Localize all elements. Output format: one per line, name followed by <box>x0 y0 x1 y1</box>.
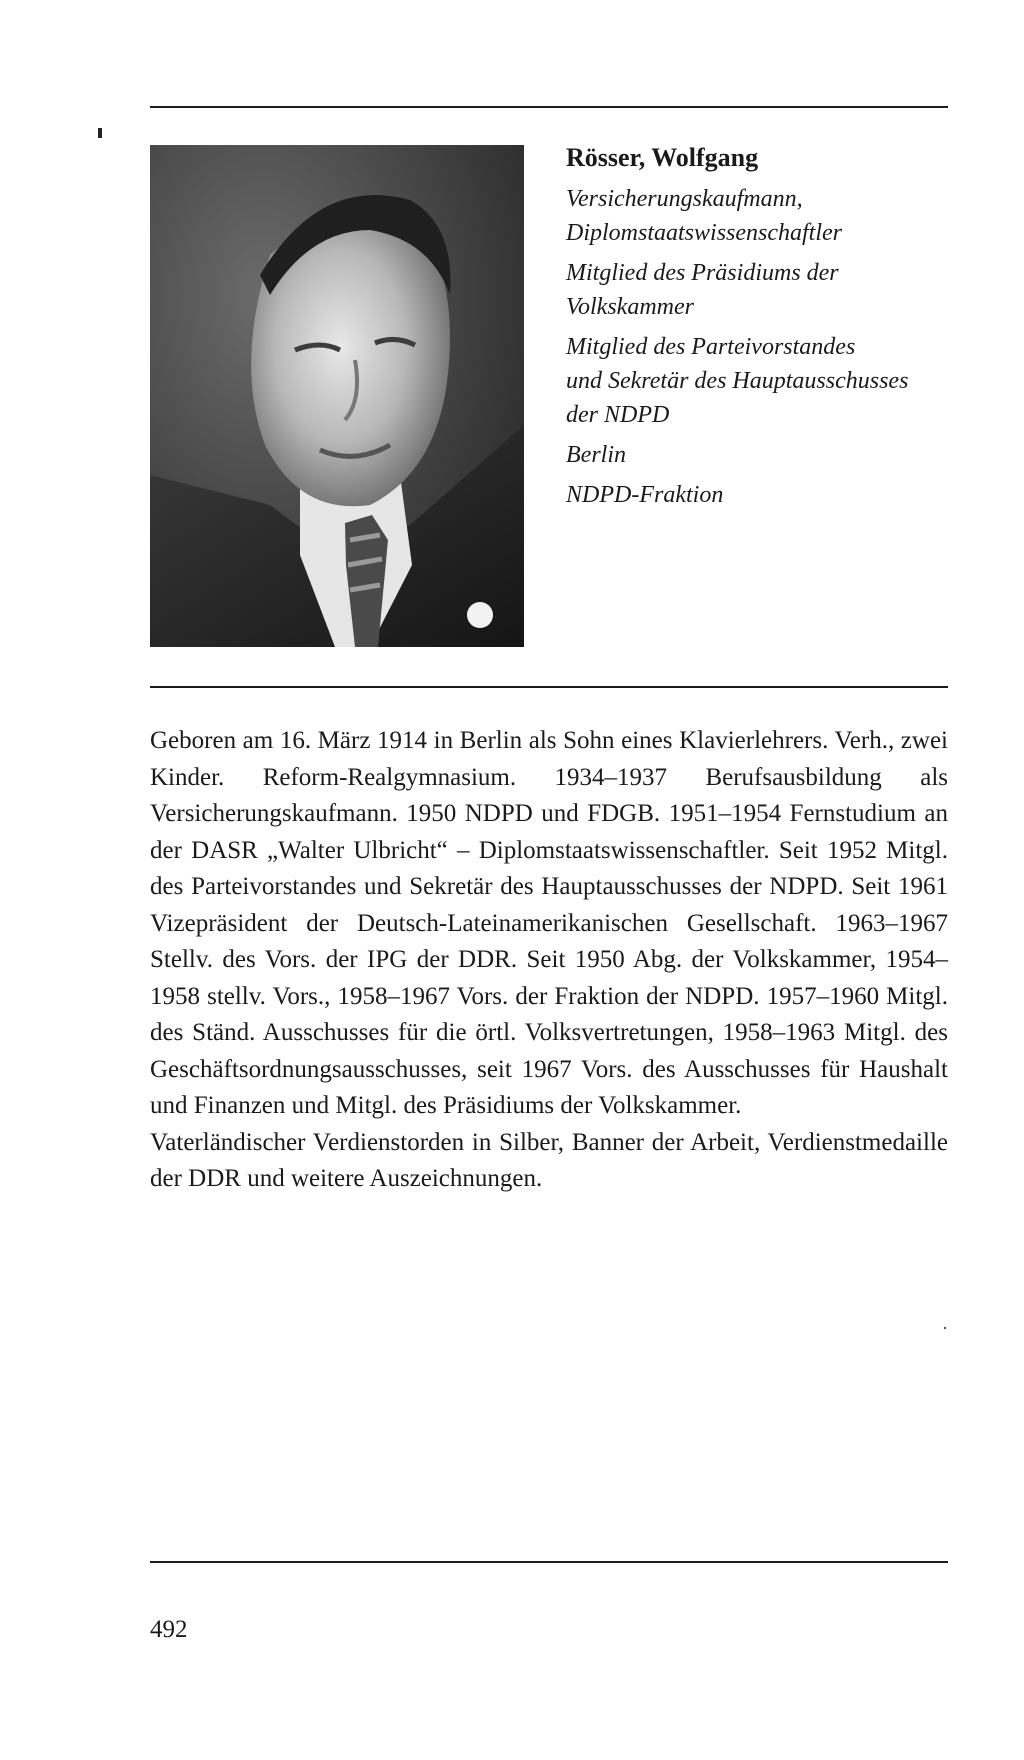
role-party <box>566 330 956 432</box>
middle-rule <box>150 686 948 688</box>
role-city <box>566 438 956 472</box>
role-line: NDPD-Fraktion <box>566 482 724 508</box>
top-rule <box>150 106 948 108</box>
stray-dot <box>944 1327 946 1329</box>
entry-header <box>566 140 956 518</box>
person-name: Rösser, Wolfgang <box>566 143 759 172</box>
page-number: 492 <box>150 1616 188 1643</box>
stray-ink-mark <box>98 128 102 138</box>
biography <box>150 723 948 1198</box>
role-profession <box>566 182 956 250</box>
role-line: der NDPD <box>566 402 670 428</box>
bottom-rule <box>150 1561 948 1563</box>
portrait-photo <box>150 145 524 647</box>
role-line: Versicherungskaufmann, <box>566 186 803 212</box>
role-line: Mitglied des Präsidiums der <box>566 260 839 286</box>
role-line: und Sekretär des Hauptausschusses <box>566 368 909 394</box>
biography-paragraph: Geboren am 16. März 1914 in Berlin als Sohn eines Klavierlehrers. Verh., zwei Kinder. Reform-Realgymnasium. 1934–1937 Berufsausbildung als Versicherungskaufmann. 1950 NDPD und FDGB. 1951–1954 Fernstudium an der DASR „Walter Ulbricht“ – Diplomstaatswissenschaftler. Seit 1952 Mitgl. des Parteivorstandes und Sekretär des Hauptausschusses der NDPD. Seit 1961 Vizepräsident der Deutsch-Lateinamerikanischen Gesellschaft. 1963–1967 Stellv. des Vors. der IPG der DDR. Seit 1950 Abg. der Volkskammer, 1954–1958 stellv. Vors., 1958–1967 Vors. der Fraktion der NDPD. 1957–1960 Mitgl. des Ständ. Ausschusses für die örtl. Volksvertretungen, 1958–1963 Mitgl. des Geschäftsordnungsausschusses, seit 1967 Vors. des Ausschusses für Haushalt und Finanzen und Mitgl. des Präsidiums der Volkskammer. <box>150 727 948 1119</box>
role-faction <box>566 478 956 512</box>
role-line: Mitglied des Parteivorstandes <box>566 334 856 360</box>
role-presidium <box>566 256 956 324</box>
role-line: Berlin <box>566 442 626 468</box>
role-line: Volkskammer <box>566 294 694 320</box>
role-line: Diplomstaatswissenschaftler <box>566 220 843 246</box>
awards-paragraph: Vaterländischer Verdienstorden in Silber, Banner der Arbeit, Verdienstmedaille der DDR und weitere Auszeichnungen. <box>150 1128 948 1192</box>
portrait-illustration <box>150 145 524 647</box>
